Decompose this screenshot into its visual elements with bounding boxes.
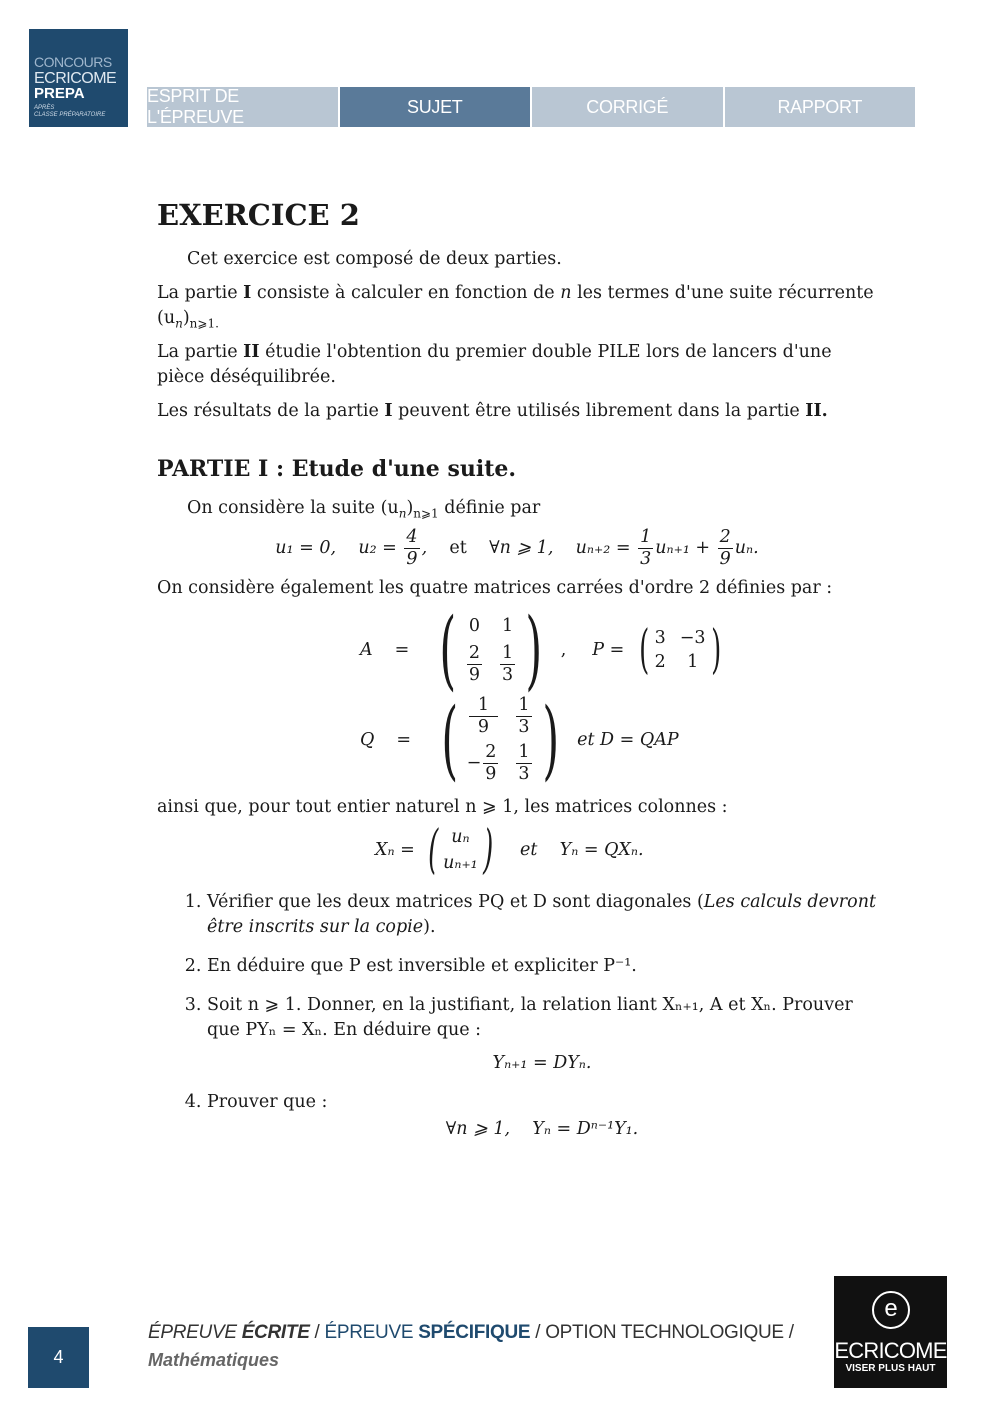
logo-line-prepa: PREPA — [34, 85, 85, 102]
concours-logo — [29, 29, 128, 127]
matrix-x: ( uₙ uₙ₊₁ ) — [427, 820, 493, 880]
question-3: 3. Soit n ⩾ 1. Donner, en la justifiant, la relation liant Xₙ₊₁, A et Xₙ. Prouver que PYₙ = Xₙ. En déduire que : Yₙ₊₁ = DYₙ. — [207, 993, 877, 1076]
part-title: PARTIE I : Etude d'une suite. — [157, 456, 517, 482]
tab-rapport[interactable]: RAPPORT — [725, 87, 916, 127]
intro-paragraph-2: La partie I consiste à calculer en fonction de n les termes d'une suite récurrente $(u_n)_{n⩾1.}$ — [157, 283, 874, 331]
logo-line-classe: CLASSE PRÉPARATOIRE — [34, 112, 106, 118]
question-4: 4. Prouver que : ∀n ⩾ 1, Yₙ = Dⁿ⁻¹Y₁. — [207, 1090, 877, 1142]
footer-exam-type: ÉPREUVE ÉCRITE / ÉPREUVE SPÉCIFIQUE / OPTION TECHNOLOGIQUE / — [148, 1322, 794, 1343]
section-tabs — [147, 87, 915, 127]
question-4-equation: ∀n ⩾ 1, Yₙ = Dⁿ⁻¹Y₁. — [445, 1119, 639, 1139]
suite-definition: On considère la suite $(u_n)_{n⩾1}$ définie par — [187, 498, 541, 521]
exercise-title: EXERCICE 2 — [157, 198, 360, 232]
brand-name: ECRICOME — [834, 1338, 947, 1363]
question-3-equation: Yₙ₊₁ = DYₙ. — [492, 1053, 592, 1073]
matrix-a-p-row: A = ( 0 1 $\frac{2}{9}$ $\frac{1}{3}$ ) , P = ( 3 −3 2 1 ) — [360, 607, 877, 693]
intro-paragraph-1: Cet exercice est composé de deux parties. — [187, 249, 562, 269]
footer-subject: Mathématiques — [148, 1350, 280, 1370]
matrix-a: ( 0 1 $\frac{2}{9}$ $\frac{1}{3}$ ) — [439, 600, 543, 700]
recurrence-equation: u₁ = 0, u₂ = $\frac{4}{9}$ , et ∀n ⩾ 1, uₙ₊₂ = $\frac{1}{3}$ uₙ₊₁ + $\frac{2}{9}$ uₙ. — [275, 527, 759, 569]
brand-tagline: VISER PLUS HAUT — [845, 1363, 936, 1374]
logo-line-apres: APRÈS — [34, 105, 55, 111]
logo-line-ecricome: ECRICOME — [34, 70, 117, 87]
tab-esprit[interactable]: ESPRIT DE L'ÉPREUVE — [147, 87, 338, 127]
tab-sujet[interactable]: SUJET — [340, 87, 531, 127]
ecricome-e-icon: e — [872, 1291, 910, 1329]
page-number: 4 — [28, 1327, 89, 1388]
matrices-intro: On considère également les quatre matrices carrées d'ordre 2 définies par : — [157, 578, 833, 598]
matrix-p: ( 3 −3 2 1 ) — [639, 620, 721, 680]
matrix-q: ( $\frac{1}{9}$ $\frac{1}{3}$ − $\frac{2}{9}$ $\frac{1}{3}$ ) — [441, 690, 559, 790]
exercise-content — [157, 195, 877, 1156]
question-1: 1. Vérifier que les deux matrices PQ et D sont diagonales (Les calculs devront être inscrits sur la copie). — [207, 890, 877, 940]
ecricome-brand-logo — [834, 1276, 947, 1388]
tab-corrige[interactable]: CORRIGÉ — [532, 87, 723, 127]
colonnes-intro: ainsi que, pour tout entier naturel n ⩾ 1, les matrices colonnes : — [157, 797, 728, 817]
matrix-q-row: Q = ( $\frac{1}{9}$ $\frac{1}{3}$ − $\frac{2}{9}$ $\frac{1}{3}$ ) et D = QAP — [360, 690, 679, 790]
intro-paragraph-3: La partie II étudie l'obtention du premier double PILE lors de lancers d'une pièce déséquilibrée. — [157, 342, 832, 387]
logo-line-concours: CONCOURS — [34, 54, 112, 70]
question-2: 2. En déduire que P est inversible et expliciter P⁻¹. — [207, 954, 877, 979]
intro-paragraph-4: Les résultats de la partie I peuvent être utilisés librement dans la partie II. — [157, 401, 828, 421]
column-matrices-equation: Xₙ = ( uₙ uₙ₊₁ ) et Yₙ = QXₙ. — [375, 820, 644, 880]
question-list — [157, 890, 877, 1142]
